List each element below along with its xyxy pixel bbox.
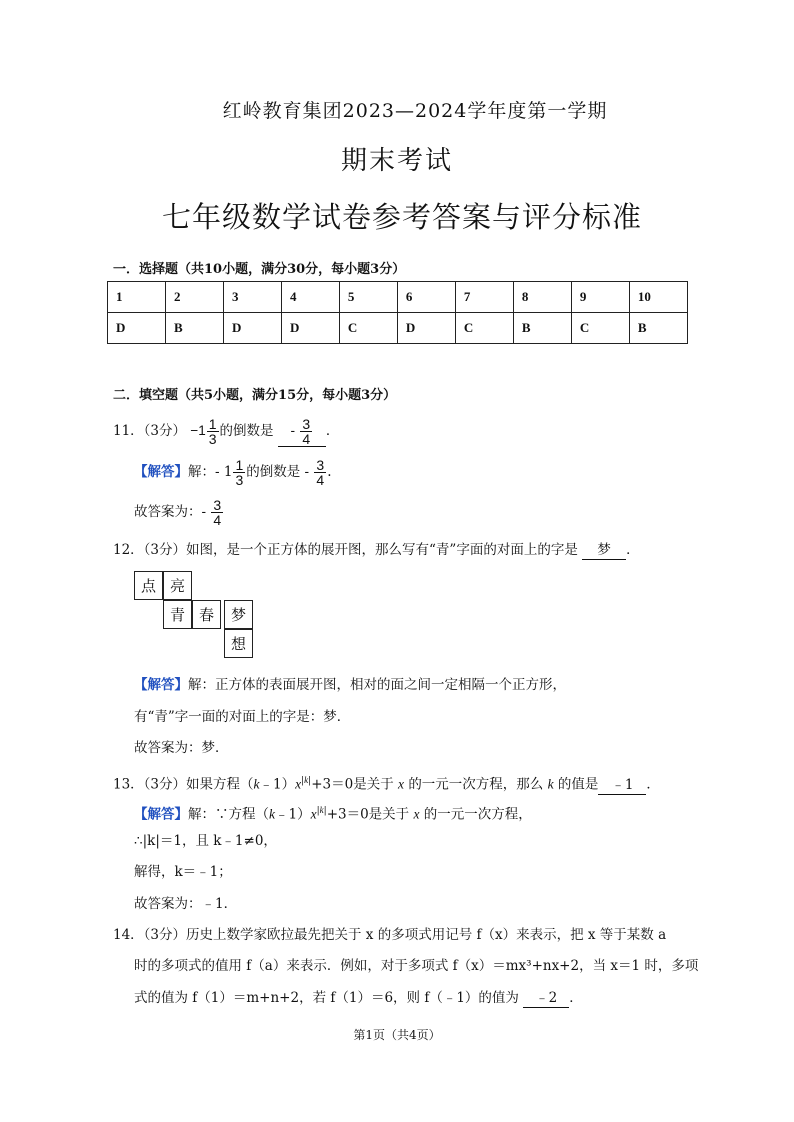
q13-stem-a: 13．（3分）如果方程（ [113,776,254,793]
q13-final: 故答案为：﹣1． [134,896,238,912]
question-14-line1: 14．（3分）历史上数学家欧拉最先把关于 x 的多项式用记号 f（x）来表示，把 x 等于某数 a [113,927,667,943]
q11-final-num: 3 [213,497,222,513]
q13-sol-a: 解：∵方程（ [188,806,269,823]
q11-final-den: 4 [213,512,222,528]
q13-solution-line1: 【解答】解：∵方程$(k﹣1)x^{|k|}+3=0$是关于 x 的一元一次方程， [134,805,532,823]
question-13: 13．（3分）如果方程$(k﹣1)x^{|k|}+3=0$是关于 x 的一元一次方程，那么 k 的值是 ﹣1 ． [113,775,660,793]
q11-sol-ans-den: 4 [316,472,325,488]
section1-title: 一．选择题（共10小题，满分30分，每小题3分） [113,262,406,277]
q14-line3-text: 式的值为 f（1）＝m+n+2，若 f（1）＝6，则 f（﹣1）的值为 [134,990,519,1006]
q11-sol-den: 3 [235,472,244,488]
q11-sol-end: . [327,464,332,480]
q11-sol-fraction [233,458,245,487]
q11-final-prefix: 故答案为：- [134,504,207,520]
q13-solution-line3: 解得，k＝﹣1； [134,864,232,880]
q11-frac-num: 1 [208,416,217,432]
q11-ans-fraction [300,417,312,446]
section2-title: 二．填空题（共5小题，满分15分，每小题3分） [113,388,397,403]
answer-table-number-cell: 8 [513,282,571,313]
q11-stem-mid: 的倒数是 [219,423,274,439]
q13-answer-blank: ﹣1 [598,776,646,795]
page-footer: 第1页（共4页） [353,1028,441,1042]
answer-table-answer-cell: B [165,313,223,344]
exam-header-line2: 期末考试 [340,146,453,176]
answer-table-answer-cell: D [223,313,281,344]
q11-sol-ans-fraction [314,458,326,487]
q12-stem: 12．（3分）如图，是一个正方体的展开图，那么写有“青”字面的对面上的字是 [113,542,578,558]
answer-table-answer-cell: D [397,313,455,344]
q13-stem-d: 的一元一次方程，那么 [408,776,544,793]
answer-table-answer-cell: B [513,313,571,344]
q13-end: ． [646,776,660,793]
answer-table-number-cell: 3 [223,282,281,313]
answer-table-answer-cell: C [455,313,513,344]
exam-header-line3: 七年级数学试卷参考答案与评分标准 [161,200,642,234]
cube-face-dian: 点 [134,571,163,600]
cube-face-qing: 青 [163,600,192,629]
q11-fraction [207,417,219,446]
answer-table-answer-row [108,313,688,344]
answer-table-number-cell: 5 [339,282,397,313]
q13-stem-c: +3＝0是关于 [311,776,394,793]
answer-table-number-cell: 2 [165,282,223,313]
q12-solution-line2: 有“青”字一面的对面上的字是：梦． [134,709,351,725]
question-12 [113,541,640,560]
q12-final: 故答案为：梦． [134,740,229,756]
q12-end: ． [626,542,640,558]
q11-jieda-label: 【解答】 [134,464,188,480]
cube-face-xiang: 想 [224,629,253,658]
cube-face-chun: 春 [192,600,221,629]
question-11 [113,417,339,447]
q13-sol-stem-c: +3＝0是关于 [326,806,410,823]
q14-answer-blank: ﹣2 [523,989,569,1008]
answer-table-number-cell: 4 [281,282,339,313]
q13-jieda-label: 【解答】 [134,806,188,823]
answer-table-number-cell: 1 [108,282,166,313]
answer-table [107,281,688,344]
q12-sol1: 解：正方体的表面展开图，相对的面之间一定相隔一个正方形， [188,677,566,693]
answer-table-number-cell: 7 [455,282,513,313]
answer-table-number-row [108,282,688,313]
q11-sol-num: 1 [235,457,244,473]
q13-solution-line2: ∴|k|＝1，且 k﹣1≠0， [134,833,277,849]
answer-table-answer-cell: C [571,313,629,344]
q13-stem-b: ﹣1） [259,776,296,793]
q13-sol-b: 的一元一次方程， [423,806,532,823]
q12-answer-blank: 梦 [582,541,626,560]
q11-final [134,498,224,527]
q11-number: 11．（3分） [113,423,187,439]
q11-ans-minus: - [290,423,296,439]
exam-header-line1: 红岭教育集团2023—2024学年度第一学期 [222,100,608,122]
cube-face-liang: 亮 [163,571,192,600]
question-14-line2: 时的多项式的值用 f（a）来表示．例如，对于多项式 f（x）＝mx³+nx+2，当 x＝1 时，多项 [134,958,699,974]
q12-jieda-label: 【解答】 [134,677,188,693]
q14-end: ． [569,990,583,1006]
answer-table-number-cell: 10 [629,282,687,313]
q11-sol-ans-num: 3 [316,457,325,473]
q11-frac-den: 3 [208,431,217,447]
q11-sol-prefix: 解：- 1 [188,464,233,480]
answer-table-number-cell: 6 [397,282,455,313]
q11-ans-num: 3 [302,416,311,432]
q12-solution-line1 [134,676,566,694]
q11-end: ． [325,423,340,439]
q11-final-fraction [211,498,223,527]
q13-stem-e: 的值是 [557,776,599,793]
question-14-line3 [134,989,583,1008]
q13-sol-stem-b: ﹣1） [275,806,311,823]
cube-face-meng: 梦 [224,600,253,629]
q11-sol-mid: 的倒数是 - [246,464,310,480]
answer-table-answer-cell: D [108,313,166,344]
answer-table-number-cell: 9 [571,282,629,313]
answer-table-answer-cell: B [629,313,687,344]
answer-table-answer-cell: C [339,313,397,344]
answer-table-answer-cell: D [281,313,339,344]
q11-minus: −1 [190,423,206,438]
q11-ans-den: 4 [302,431,311,447]
q11-solution [134,458,332,487]
q11-answer-blank [278,417,326,447]
